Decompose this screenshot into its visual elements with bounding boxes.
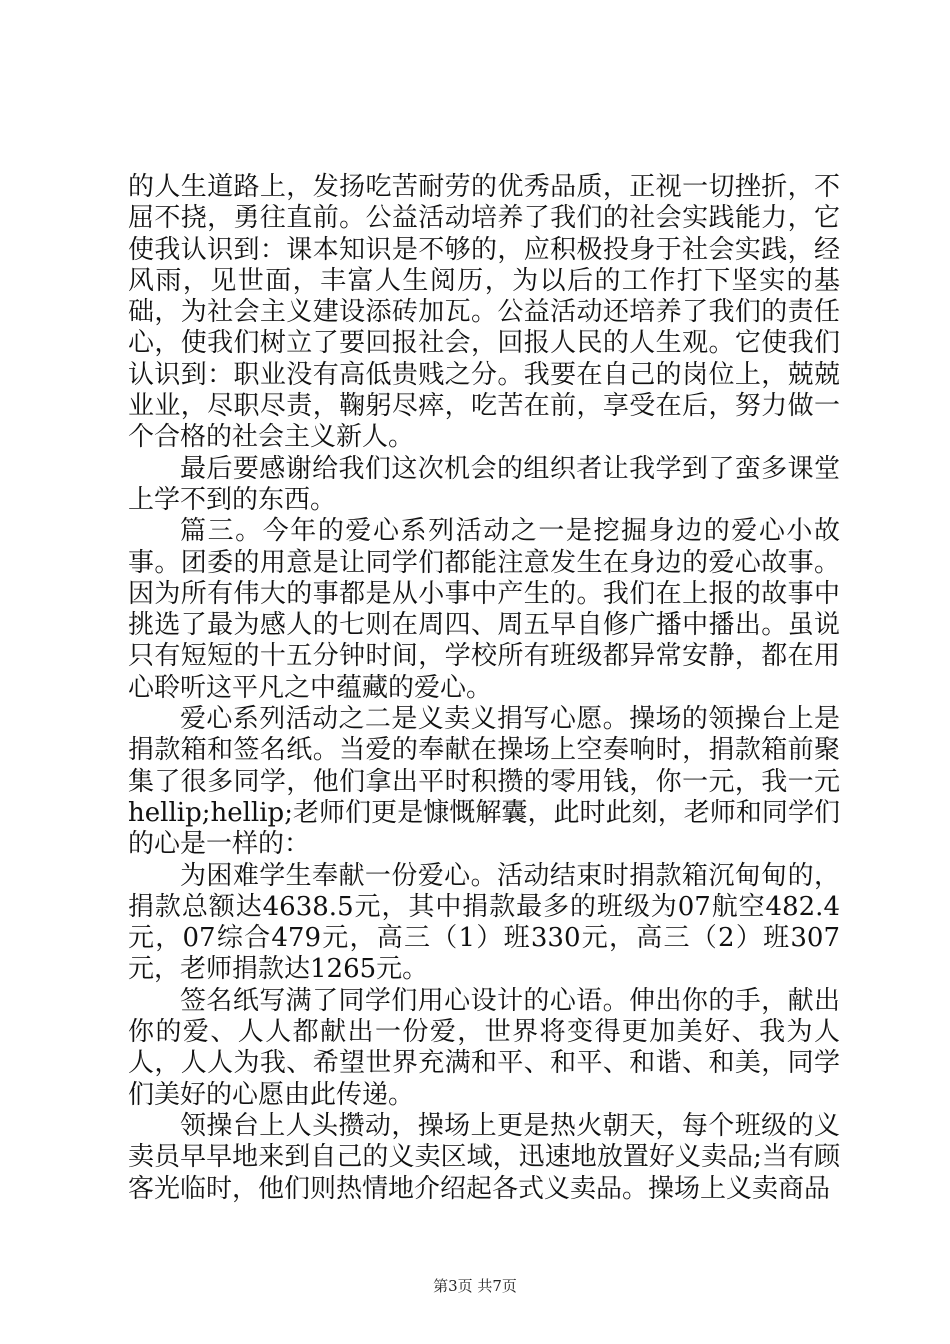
body-text xyxy=(128,172,840,1205)
paragraph: 为困难学生奉献一份爱心。活动结束时捐款箱沉甸甸的，捐款总额达4638.5元，其中捐款最多的班级为07航空482.4元，07综合479元，高三（1）班330元，高三（2）班307元，老师捐款达1265元。 xyxy=(128,860,840,985)
paragraph: 签名纸写满了同学们用心设计的心语。伸出你的手，献出你的爱、人人都献出一份爱，世界将变得更加美好、我为人人，人人为我、希望世界充满和平、和平、和谐、和美，同学们美好的心愿由此传递。 xyxy=(128,985,840,1110)
paragraph: 最后要感谢给我们这次机会的组织者让我学到了蛮多课堂上学不到的东西。 xyxy=(128,453,840,515)
page-number-footer: 第3页 共7页 xyxy=(433,1277,517,1295)
paragraph-continued: 的人生道路上，发扬吃苦耐劳的优秀品质，正视一切挫折，不屈不挠，勇往直前。公益活动培养了我们的社会实践能力，它使我认识到：课本知识是不够的，应积极投身于社会实践，经风雨，见世面，丰富人生阅历，为以后的工作打下坚实的基础，为社会主义建设添砖加瓦。公益活动还培养了我们的责任心，使我们树立了要回报社会，回报人民的人生观。它使我们认识到：职业没有高低贵贱之分。我要在自己的岗位上，兢兢业业，尽职尽责，鞠躬尽瘁，吃苦在前，享受在后，努力做一个合格的社会主义新人。 xyxy=(128,172,840,453)
paragraph: 爱心系列活动之二是义卖义捐写心愿。操场的领操台上是捐款箱和签名纸。当爱的奉献在操场上空奏响时，捐款箱前聚集了很多同学，他们拿出平时积攒的零用钱，你一元，我一元hellip;hellip;老师们更是慷慨解囊，此时此刻，老师和同学们的心是一样的： xyxy=(128,704,840,860)
paragraph: 领操台上人头攒动，操场上更是热火朝天，每个班级的义卖员早早地来到自己的义卖区域，迅速地放置好义卖品;当有顾客光临时，他们则热情地介绍起各式义卖品。操场上义卖商品 xyxy=(128,1110,840,1204)
paragraph: 篇三。今年的爱心系列活动之一是挖掘身边的爱心小故事。团委的用意是让同学们都能注意发生在身边的爱心故事。因为所有伟大的事都是从小事中产生的。我们在上报的故事中挑选了最为感人的七则在周四、周五早自修广播中播出。虽说只有短短的十五分钟时间，学校所有班级都异常安静，都在用心聆听这平凡之中蕴藏的爱心。 xyxy=(128,516,840,703)
